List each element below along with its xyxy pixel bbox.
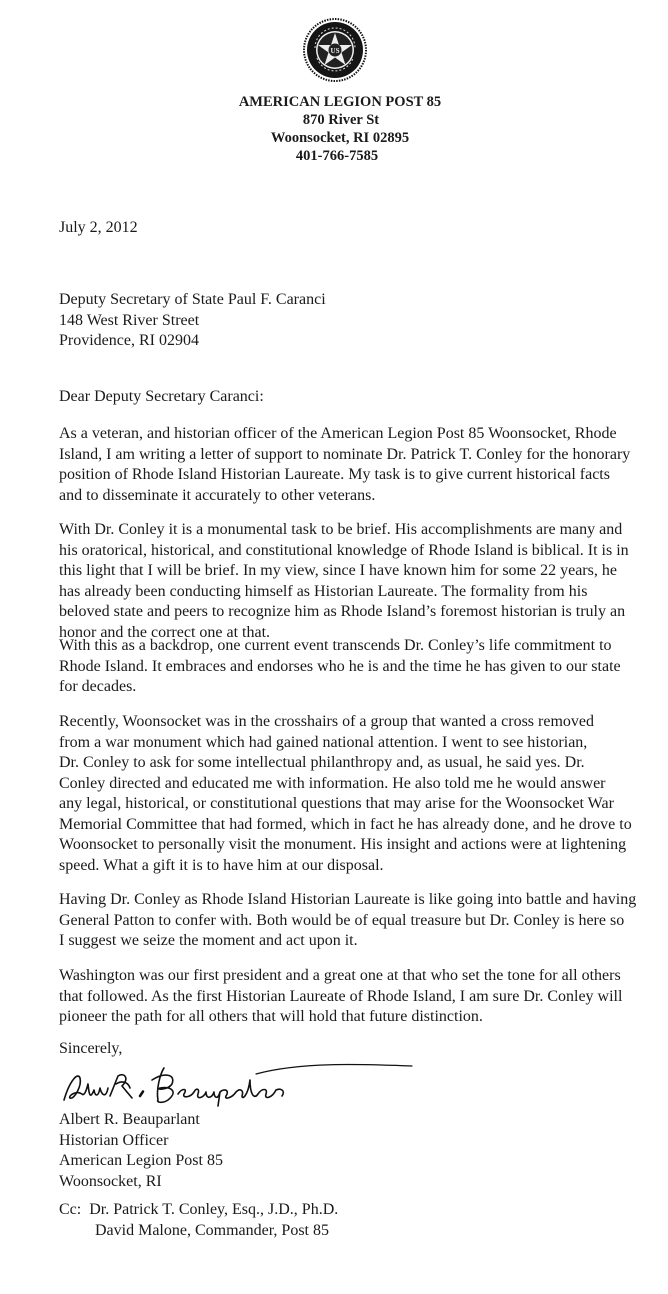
organization-street: 870 River St [302,112,380,128]
sender-block [59,1110,659,1192]
body-paragraph-6: Washington was our first president and a great one at that who set the tone for all others that followed. As the first Historian Laureate of Rhode Island, I am sure Dr. Conley will pioneer the path for all others that will hold that future distinction. [59,967,623,1025]
organization-name: AMERICAN LEGION POST 85 [238,94,442,110]
cc-block [59,1200,659,1241]
organization-city: Woonsocket, RI 02895 [270,130,410,146]
sender-location: Woonsocket, RI [59,1172,162,1190]
organization-phone: 401-766-7585 [295,148,379,164]
handwritten-signature-icon [60,1060,420,1110]
body-paragraph-3: With this as a backdrop, one current event transcends Dr. Conley’s life commitment to Rhode Island. It embraces and endorses who he is and the time he has given to our state for decades. [59,637,621,695]
sender-name: Albert R. Beauparlant [59,1111,200,1128]
cc-label: Cc: [59,1201,82,1218]
recipient-street: 148 West River Street [59,311,200,329]
letterhead [0,93,668,165]
recipient-name: Deputy Secretary of State Paul F. Caranci [59,291,326,308]
sender-title: Historian Officer [59,1131,169,1149]
letter-date: July 2, 2012 [59,219,138,236]
body-paragraph-5: Having Dr. Conley as Rhode Island Historian Laureate is like going into battle and having General Patton to confer with. Both would be of equal treasure but Dr. Conley is here so I suggest we seize the moment and act upon it. [59,891,637,949]
svg-text:US: US [330,47,340,55]
cc-recipient: Dr. Patrick T. Conley, Esq., J.D., Ph.D. [89,1201,339,1218]
salutation: Dear Deputy Secretary Caranci: [59,388,264,405]
body-paragraph-2: With Dr. Conley it is a monumental task to be brief. His accomplishments are many and his oratorical, historical, and constitutional knowledge of Rhode Island is biblical. It is in this light that I will be brief. In my view, since I have known him for some 22 years, he has already been conducting himself as Historian Laureate. The formality from his beloved state and peers to recognize him as Rhode Island’s foremost historian is truly an honor and the correct one at that. [59,521,629,641]
american-legion-emblem-icon [303,18,367,82]
recipient-address [59,290,659,352]
body-paragraph-4: Recently, Woonsocket was in the crosshairs of a group that wanted a cross removed from a war monument which had gained national attention. I went to see historian, Dr. Conley to ask for some intellectual philanthropy and, as usual, he said yes. Dr. Conley directed and educated me with information. He also told me he would answer any legal, historical, or constitutional questions that may arise for the Woonsocket War Memorial Committee that had formed, which in fact he has already done, and he drove to Woonsocket to personally visit the monument. His insight and actions were at lightening speed. What a gift it is to have him at our disposal. [59,713,632,874]
cc-recipient: David Malone, Commander, Post 85 [95,1221,329,1239]
sender-organization: American Legion Post 85 [59,1152,223,1169]
cc-line-1 [59,1200,659,1221]
recipient-city: Providence, RI 02904 [59,332,199,349]
closing: Sincerely, [59,1040,123,1057]
body-paragraph-1: As a veteran, and historian officer of the American Legion Post 85 Woonsocket, Rhode Island, I am writing a letter of support to nominate Dr. Patrick T. Conley for the honorary position of Rhode Island Historian Laureate. My task is to give current historical facts and to disseminate it accurately to other veterans. [59,425,631,504]
